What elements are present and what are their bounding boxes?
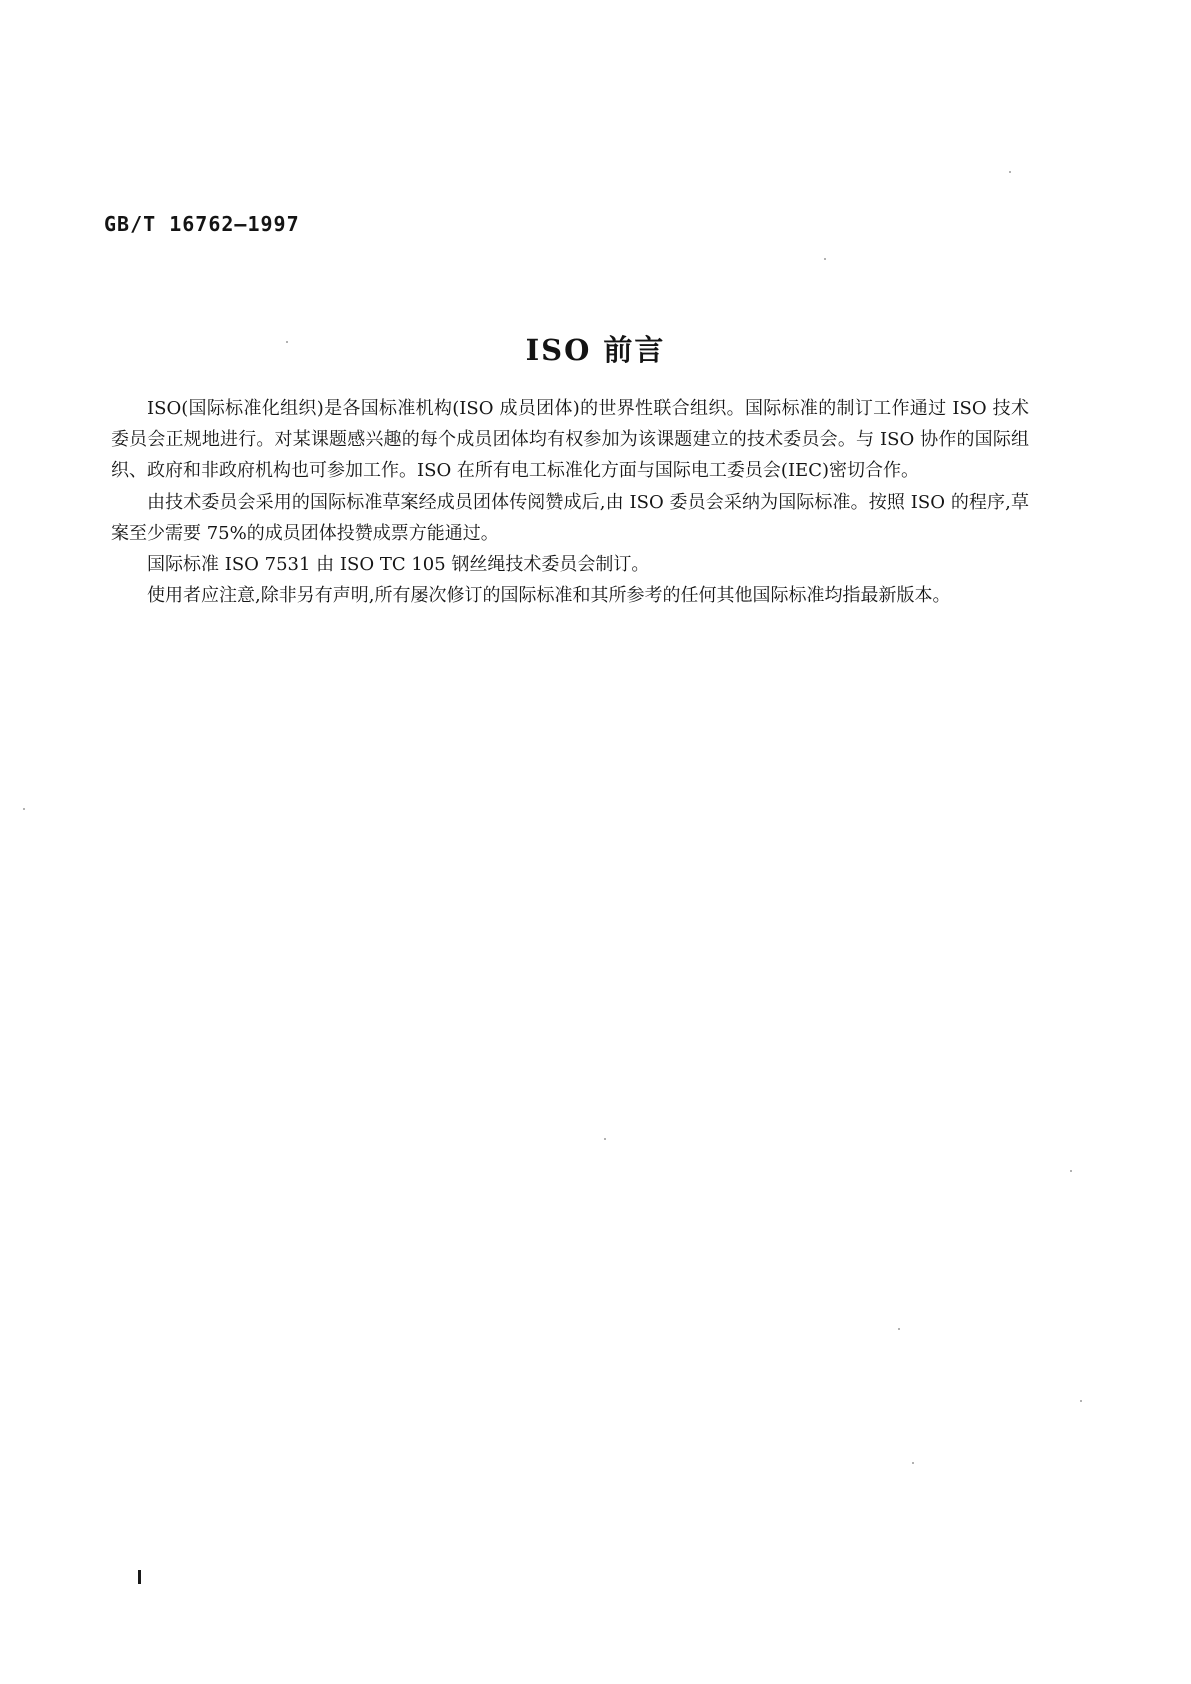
scan-speck	[898, 1328, 900, 1330]
scan-speck	[604, 1138, 606, 1140]
paragraph-iso-organization: ISO(国际标准化组织)是各国标准机构(ISO 成员团体)的世界性联合组织。国际标准的制订工作通过 ISO 技术委员会正规地进行。对某课题感兴趣的每个成员团体均有权参加为该课题建立的技术委员会。与 ISO 协作的国际组织、政府和非政府机构也可参加工作。ISO 在所有电工标准化方面与国际电工委员会(IEC)密切合作。	[111, 398, 1029, 482]
scan-speck	[912, 1462, 914, 1464]
scan-speck	[1080, 1400, 1082, 1402]
preface-title: ISO 前言	[525, 333, 666, 367]
paragraph-latest-edition-note: 使用者应注意,除非另有声明,所有屡次修订的国际标准和其所参考的任何其他国际标准均指最新版本。	[147, 585, 951, 607]
preface-body	[111, 393, 1029, 611]
scan-speck	[1070, 1170, 1072, 1172]
scan-speck	[1009, 171, 1011, 173]
paragraph-adoption-procedure: 由技术委员会采用的国际标准草案经成员团体传阅赞成后,由 ISO 委员会采纳为国际标准。按照 ISO 的程序,草案至少需要 75%的成员团体投赞成票方能通过。	[111, 491, 1029, 544]
scan-speck	[23, 808, 25, 810]
scan-speck	[824, 258, 826, 260]
standard-number: GB/T 16762—1997	[104, 212, 300, 236]
paragraph-iso-7531-origin: 国际标准 ISO 7531 由 ISO TC 105 钢丝绳技术委员会制订。	[147, 554, 650, 576]
scan-margin-mark	[138, 1570, 141, 1584]
scan-speck	[286, 341, 288, 343]
